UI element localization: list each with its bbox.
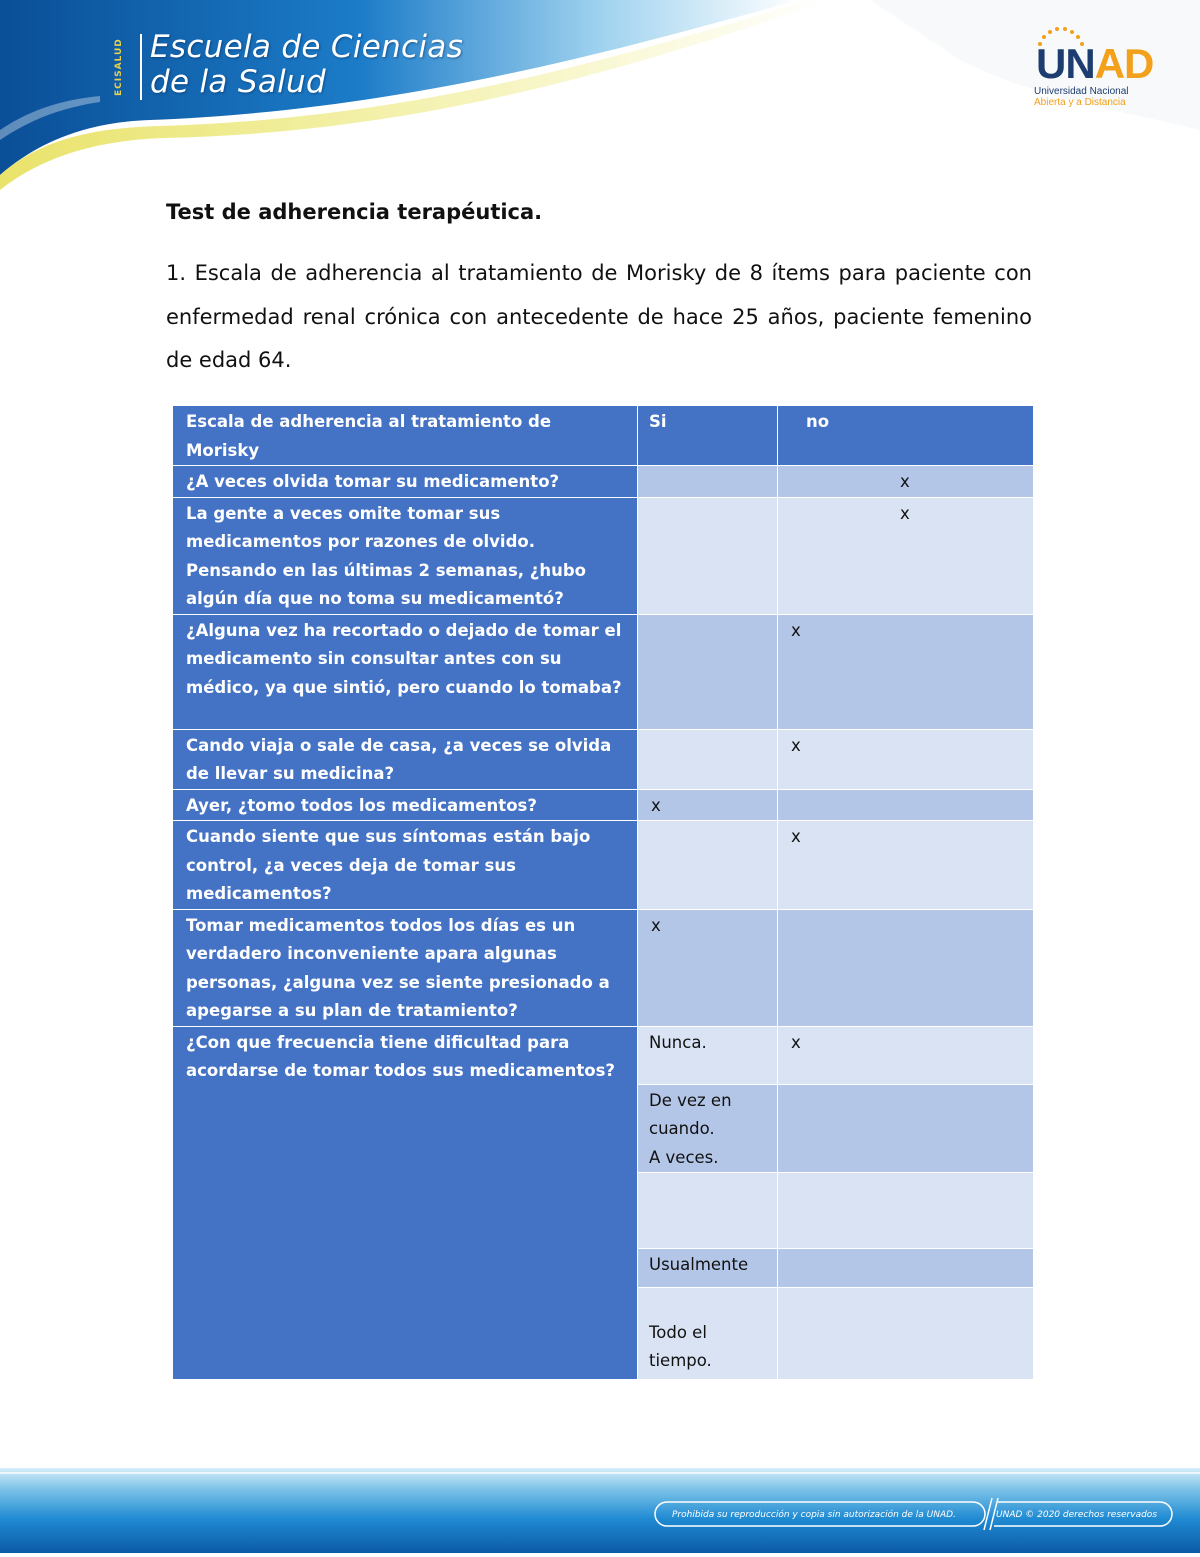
frequency-option-label	[638, 1173, 778, 1249]
question-cell: Cuando siente que sus síntomas están bajo control, ¿a veces deja de tomar sus medicamentos?	[173, 821, 638, 910]
frequency-row	[173, 1026, 1034, 1084]
yes-cell	[638, 466, 778, 498]
no-cell	[778, 909, 1034, 1026]
no-cell: x	[778, 466, 1034, 498]
table-row	[173, 466, 1034, 498]
morisky-table	[172, 405, 1034, 1380]
no-cell: x	[778, 821, 1034, 910]
yes-cell: x	[638, 909, 778, 1026]
no-cell: x	[778, 729, 1034, 789]
intro-paragraph: 1. Escala de adherencia al tratamiento de Morisky de 8 ítems para paciente con enfermedad renal crónica con antecedente de hace 25 años, paciente femenino de edad 64.	[166, 261, 1032, 372]
logo-letter-u: U	[1036, 40, 1066, 87]
question-cell: Tomar medicamentos todos los días es un verdadero inconveniente apara algunas personas, ¿alguna vez se siente presionado a apegarse a su plan de tratamiento?	[173, 909, 638, 1026]
yes-cell	[638, 614, 778, 729]
table-row	[173, 614, 1034, 729]
no-cell	[778, 789, 1034, 821]
footer-note: Prohibida su reproducción y copia sin autorización de la UNAD.	[672, 1510, 956, 1520]
frequency-option-label: Nunca.	[638, 1026, 778, 1084]
school-title-separator	[140, 34, 142, 100]
frequency-option-label: De vez en cuando. A veces.	[638, 1084, 778, 1173]
table-row	[173, 909, 1034, 1026]
question-cell: ¿A veces olvida tomar su medicamento?	[173, 466, 638, 498]
unad-logo	[1032, 24, 1162, 114]
yes-cell: x	[638, 789, 778, 821]
frequency-option-mark	[778, 1173, 1034, 1249]
frequency-option-label: Usualmente	[638, 1249, 778, 1288]
logo-subtitle-1: Universidad Nacional	[1034, 86, 1129, 97]
question-cell: ¿Alguna vez ha recortado o dejado de tomar el medicamento sin consultar antes con su médico, ya que sintió, pero cuando lo tomaba?	[173, 614, 638, 729]
document-title: Test de adherencia terapéutica.	[166, 200, 543, 224]
no-cell: x	[778, 497, 1034, 614]
frequency-option-mark: x	[778, 1026, 1034, 1084]
yes-cell	[638, 729, 778, 789]
yes-cell	[638, 821, 778, 910]
frequency-option-mark	[778, 1288, 1034, 1380]
table-row	[173, 729, 1034, 789]
question-cell: Cando viaja o sale de casa, ¿a veces se olvida de llevar su medicina?	[173, 729, 638, 789]
header-no: no	[778, 406, 1034, 466]
frequency-question-cell: ¿Con que frecuencia tiene dificultad para acordarse de tomar todos sus medicamentos?	[173, 1026, 638, 1380]
logo-letter-n: N	[1065, 40, 1095, 87]
logo-letters-ad: AD	[1094, 40, 1154, 87]
page-header	[0, 0, 1200, 190]
table-row	[173, 497, 1034, 614]
yes-cell	[638, 497, 778, 614]
header-question: Escala de adherencia al tratamiento de Morisky	[173, 406, 638, 466]
frequency-option-mark	[778, 1249, 1034, 1288]
table-row	[173, 821, 1034, 910]
logo-wordmark	[1036, 42, 1153, 86]
school-title	[150, 30, 463, 100]
footer-copyright: UNAD © 2020 derechos reservados	[996, 1510, 1158, 1520]
header-yes: Si	[638, 406, 778, 466]
no-cell: x	[778, 614, 1034, 729]
logo-subtitle-2: Abierta y a Distancia	[1034, 97, 1126, 108]
question-cell: La gente a veces omite tomar sus medicamentos por razones de olvido. Pensando en las últimas 2 semanas, ¿hubo algún día que no toma su medicamentó?	[173, 497, 638, 614]
table-row	[173, 789, 1034, 821]
school-tag: ECISALUD	[114, 38, 124, 96]
table-header-row	[173, 406, 1034, 466]
school-title-line-1: Escuela de Ciencias	[150, 29, 464, 65]
school-title-line-2: de la Salud	[150, 64, 326, 100]
frequency-option-label: Todo el tiempo.	[638, 1288, 778, 1380]
frequency-option-mark	[778, 1084, 1034, 1173]
question-cell: Ayer, ¿tomo todos los medicamentos?	[173, 789, 638, 821]
